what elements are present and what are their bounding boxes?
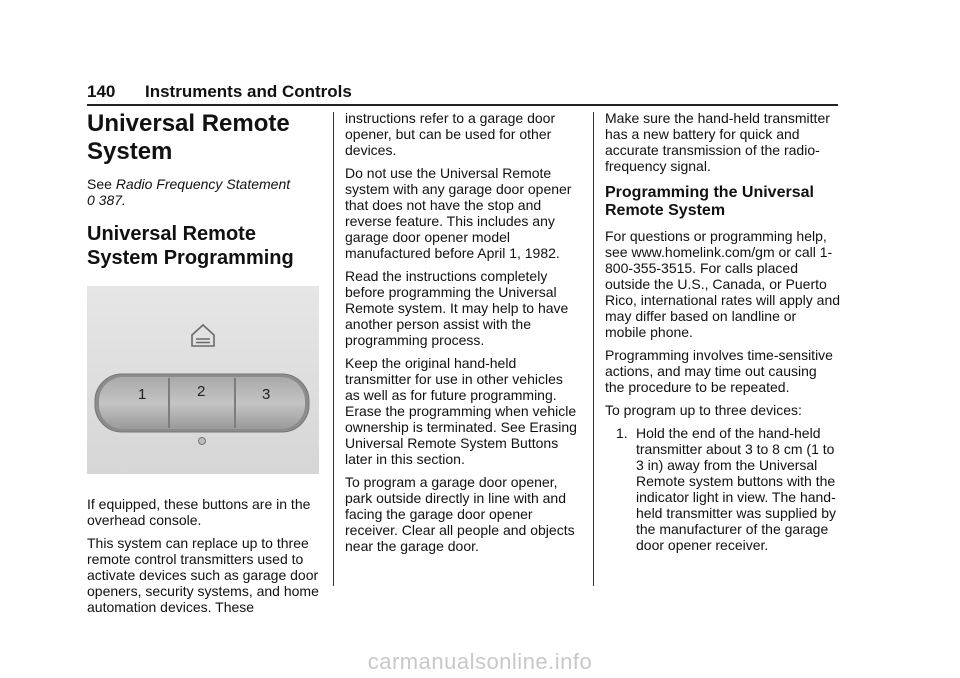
watermark: carmanualsonline.info [367, 649, 593, 674]
section-heading: Universal Remote System Programming [87, 223, 294, 269]
paragraph: To program a garage door opener, park outside directly in line with and facing the garage door opener receiver. Clear all people and objects near the garage door. [345, 474, 575, 554]
see-ref-link[interactable]: Radio Frequency Statement [115, 176, 291, 192]
paragraph: Make sure the hand-held transmitter has a new battery for quick and accurate transmission of the radio-frequency signal. [605, 110, 830, 174]
see-reference [87, 176, 322, 208]
paragraph: Programming involves time-sensitive actions, and may time out causing the procedure to be repeated. [605, 347, 833, 395]
steps-list [605, 425, 840, 553]
indicator-light-icon [199, 438, 206, 445]
paragraph: For questions or programming help, see www.homelink.com/gm or call 1-800-355-3515. For calls placed outside the U.S., Canada, or Puerto Rico, international rates will apply and may differ based on landline or mobile phone. [605, 228, 841, 340]
step-text: Hold the end of the hand-held transmitter about 3 to 8 cm (1 to 3 in) away from the Universal Remote system buttons with the indicator light in view. The hand-held transmitter was supplied by the manufacturer of the garage door opener receiver. [636, 425, 836, 553]
column-3 [605, 110, 840, 553]
remote-buttons-figure [87, 286, 319, 474]
subsection-heading: Programming the Universal Remote System [605, 184, 814, 219]
page-header [87, 82, 838, 106]
paragraph: Read the instructions completely before programming the Universal Remote system. It may help to have another person assist with the programming process. [345, 268, 569, 348]
paragraph: This system can replace up to three remote control transmitters used to activate devices such as garage door openers, security systems, and home automation devices. These [87, 535, 319, 615]
column-divider [333, 112, 334, 586]
step-number: 1. [616, 425, 628, 441]
see-prefix: See [87, 176, 116, 192]
list-item [605, 425, 840, 553]
section-title: Instruments and Controls [145, 82, 352, 101]
paragraph: Keep the original hand-held transmitter for use in other vehicles as well as for future programming. Erase the programming when vehicle ownership is terminated. See Erasing Universal Remote System Buttons later in this section. [345, 355, 577, 467]
button-2-label: 2 [197, 383, 206, 400]
paragraph: To program up to three devices: [605, 402, 802, 418]
column-1 [87, 110, 322, 622]
see-ref-page[interactable]: 0 387. [87, 192, 126, 208]
button-1-label: 1 [138, 386, 147, 403]
remote-buttons-illustration [87, 286, 319, 474]
paragraph: If equipped, these buttons are in the overhead console. [87, 496, 311, 528]
column-divider [593, 112, 594, 586]
column-2 [345, 110, 581, 561]
button-3-label: 3 [262, 386, 271, 403]
paragraph: instructions refer to a garage door opener, but can be used for other devices. [345, 110, 556, 158]
paragraph: Do not use the Universal Remote system with any garage door opener that does not have the stop and reverse feature. This includes any garage door opener model manufactured before April 1, 1982. [345, 165, 572, 261]
page-number: 140 [87, 82, 116, 101]
page-title: Universal Remote System [87, 110, 290, 165]
